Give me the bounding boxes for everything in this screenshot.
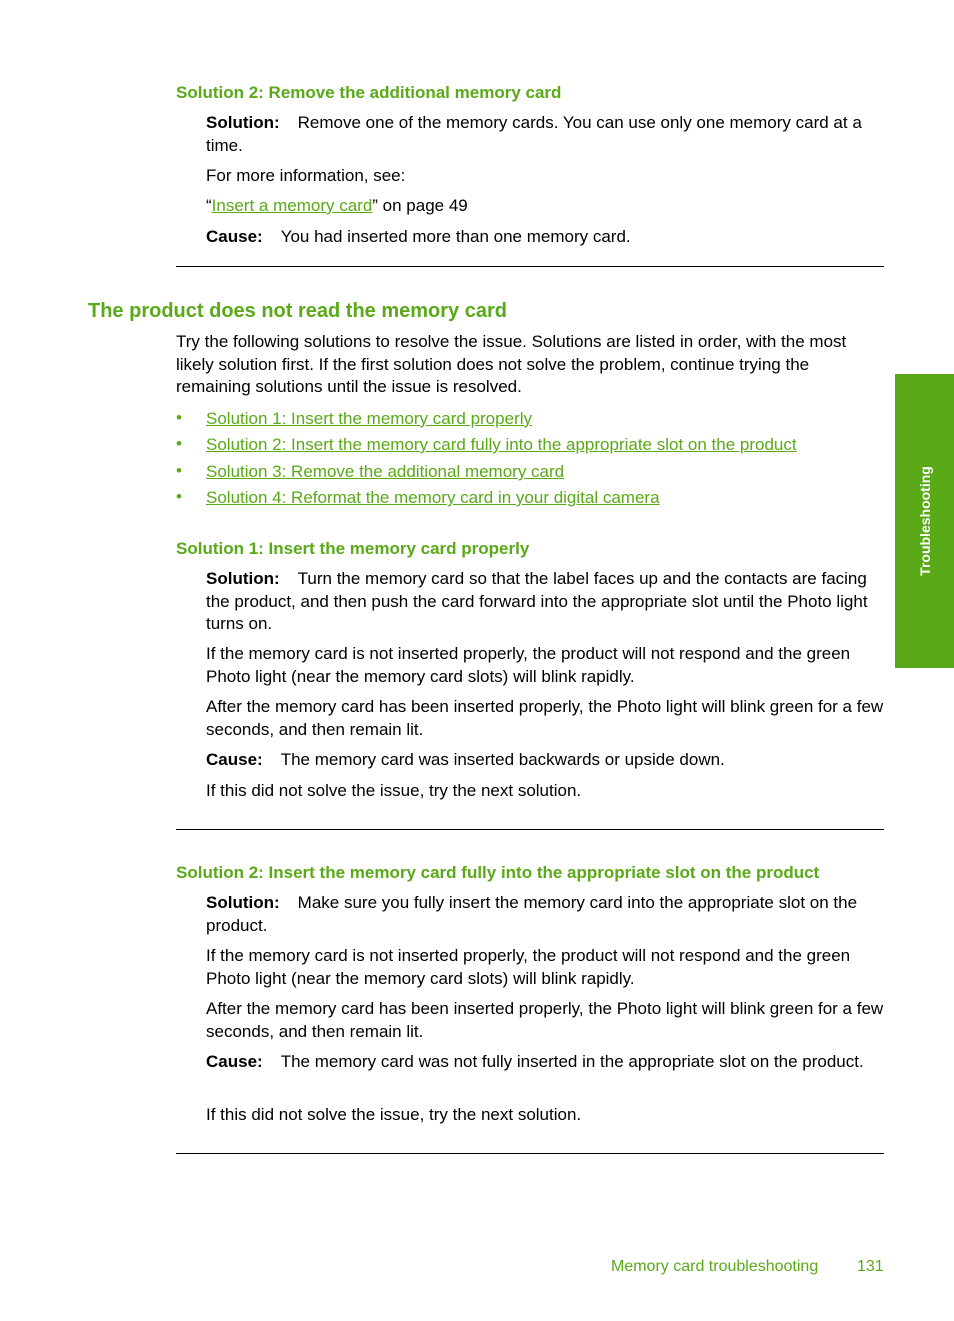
more-info-text: For more information, see: [206,166,406,185]
cause-label: Cause: [206,227,263,246]
info-paragraph: After the memory card has been inserted properly, the Photo light will blink green for a few seconds, and then remain lit. [206,697,884,739]
bullet-marker: • [176,461,182,480]
solution-label: Solution: [206,893,280,912]
solution-label: Solution: [206,569,280,588]
solution-4-link[interactable]: Solution 4: Reformat the memory card in your digital camera [206,488,660,507]
footer-section-title: Memory card troubleshooting [611,1258,819,1275]
solution-text: Turn the memory card so that the label faces up and the contacts are facing the product, and then push the card forward into the appropriate slot until the Photo light turns on. [206,569,868,633]
page-title: The product does not read the memory card [88,300,507,322]
solution-label: Solution: [206,113,280,132]
divider [176,829,884,830]
cause-paragraph [206,749,725,772]
next-solution-note: If this did not solve the issue, try the next solution. [206,1105,582,1124]
intro-paragraph: Try the following solutions to resolve the issue. Solutions are listed in order, with the most likely solution first. If the first solution does not solve the problem, continue trying the remaining solutions until the issue is resolved. [176,332,847,396]
section-heading: Solution 2: Insert the memory card fully into the appropriate slot on the product [176,863,820,882]
solution-1-link[interactable]: Solution 1: Insert the memory card properly [206,409,532,428]
divider [176,1153,884,1154]
divider [176,266,884,267]
page-number: 131 [857,1258,884,1275]
cause-text: You had inserted more than one memory card. [280,227,631,246]
link-page-ref: ” on page 49 [372,196,468,215]
section-heading: Solution 1: Insert the memory card properly [176,539,530,558]
solution-2-link[interactable]: Solution 2: Insert the memory card fully into the appropriate slot on the product [206,435,797,454]
cause-text: The memory card was not fully inserted in the appropriate slot on the product. [280,1052,864,1071]
info-paragraph: If the memory card is not inserted properly, the product will not respond and the green Photo light (near the memory card slots) will blink rapidly. [206,946,851,988]
info-paragraph: If the memory card is not inserted properly, the product will not respond and the green Photo light (near the memory card slots) will blink rapidly. [206,644,851,686]
solution-text: Make sure you fully insert the memory card into the appropriate slot on the product. [206,893,858,935]
side-tab-label: Troubleshooting [916,466,933,576]
bullet-marker: • [176,408,182,427]
insert-memory-card-link[interactable]: Insert a memory card [211,196,373,215]
next-solution-note: If this did not solve the issue, try the next solution. [206,781,582,800]
solution-paragraph [206,112,886,157]
cause-text: The memory card was inserted backwards or upside down. [280,750,725,769]
side-tab-troubleshooting [895,374,954,668]
solution-text: Remove one of the memory cards. You can use only one memory card at a time. [206,113,862,155]
cause-paragraph [206,1051,866,1074]
cross-reference [206,195,468,218]
solution-paragraph [206,568,888,636]
info-paragraph: After the memory card has been inserted properly, the Photo light will blink green for a few seconds, and then remain lit. [206,999,884,1041]
cause-label: Cause: [206,1052,263,1071]
bullet-marker: • [176,487,182,506]
section-heading: Solution 2: Remove the additional memory card [176,83,562,102]
cause-label: Cause: [206,750,263,769]
solution-3-link[interactable]: Solution 3: Remove the additional memory card [206,462,565,481]
solution-paragraph [206,892,886,937]
cause-paragraph [206,226,631,249]
bullet-marker: • [176,434,182,453]
link-open-quote: “ [206,196,212,215]
